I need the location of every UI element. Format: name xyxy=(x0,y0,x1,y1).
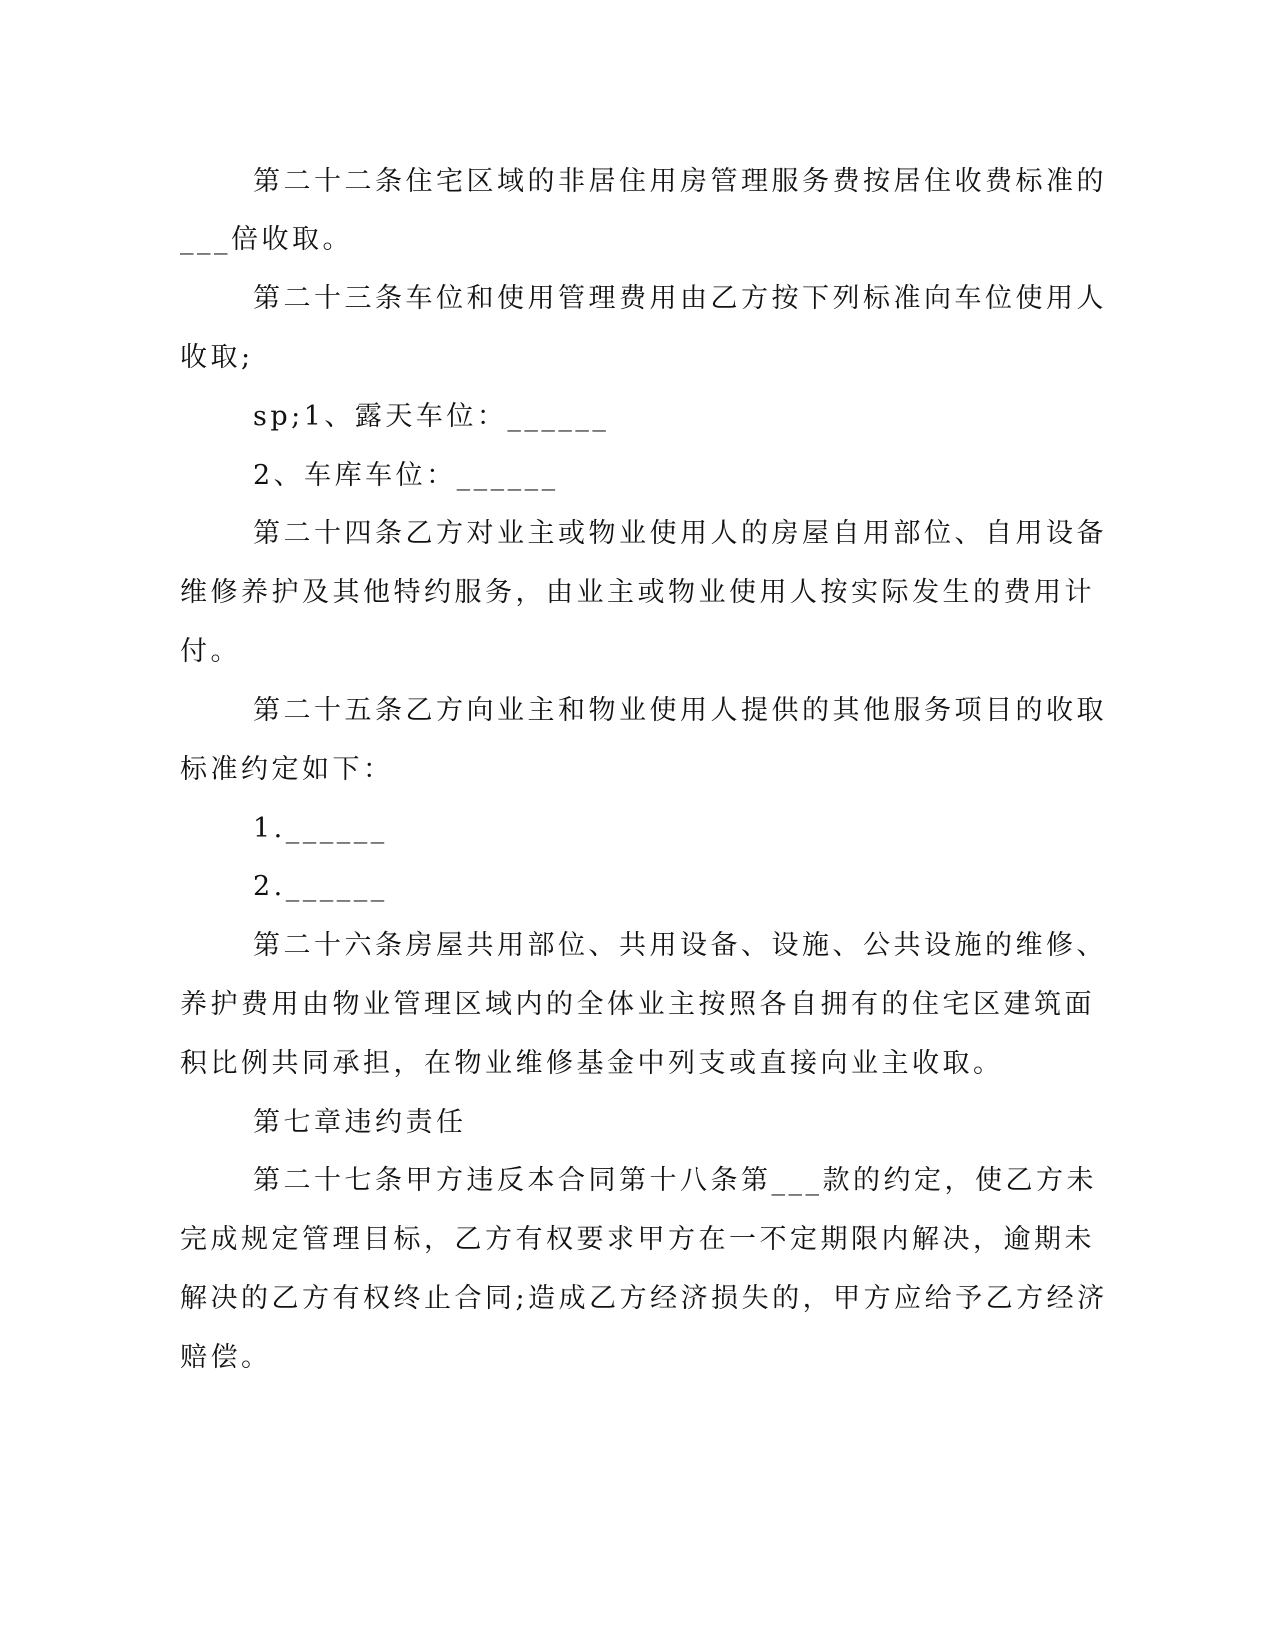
article-27-line-3: 解决的乙方有权终止合同;造成乙方经济损失的，甲方应给予乙方经济 xyxy=(180,1283,1108,1314)
parking-item-1: sp;1、露天车位：______ xyxy=(253,401,610,432)
article-25-line-2: 标准约定如下： xyxy=(180,754,394,785)
article-24-line-2: 维修养护及其他特约服务，由业主或物业使用人按实际发生的费用计 xyxy=(180,577,1095,608)
article-23-line-1: 第二十三条车位和使用管理费用由乙方按下列标准向车位使用人 xyxy=(253,283,1107,314)
article-26-line-3: 积比例共同承担，在物业维修基金中列支或直接向业主收取。 xyxy=(180,1048,1004,1079)
article-25-line-1: 第二十五条乙方向业主和物业使用人提供的其他服务项目的收取 xyxy=(253,695,1107,726)
chapter-7-heading: 第七章违约责任 xyxy=(253,1107,467,1138)
article-27-line-2: 完成规定管理目标，乙方有权要求甲方在一不定期限内解决，逾期未 xyxy=(180,1224,1095,1255)
article-24-line-1: 第二十四条乙方对业主或物业使用人的房屋自用部位、自用设备 xyxy=(253,518,1107,549)
service-item-2: 2.______ xyxy=(253,871,388,902)
parking-item-2: 2、车库车位：______ xyxy=(253,460,559,491)
article-22-line-2: ___倍收取。 xyxy=(180,224,353,255)
article-23-line-2: 收取; xyxy=(180,342,254,373)
service-item-1: 1.______ xyxy=(253,813,388,844)
article-26-line-2: 养护费用由物业管理区域内的全体业主按照各自拥有的住宅区建筑面 xyxy=(180,989,1095,1020)
article-24-line-3: 付。 xyxy=(180,636,241,667)
article-22-line-1: 第二十二条住宅区域的非居住用房管理服务费按居住收费标准的 xyxy=(253,166,1107,197)
article-26-line-1: 第二十六条房屋共用部位、共用设备、设施、公共设施的维修、 xyxy=(253,930,1107,961)
article-27-line-4: 赔偿。 xyxy=(180,1342,272,1373)
article-27-line-1: 第二十七条甲方违反本合同第十八条第___款的约定，使乙方未 xyxy=(253,1165,1097,1196)
